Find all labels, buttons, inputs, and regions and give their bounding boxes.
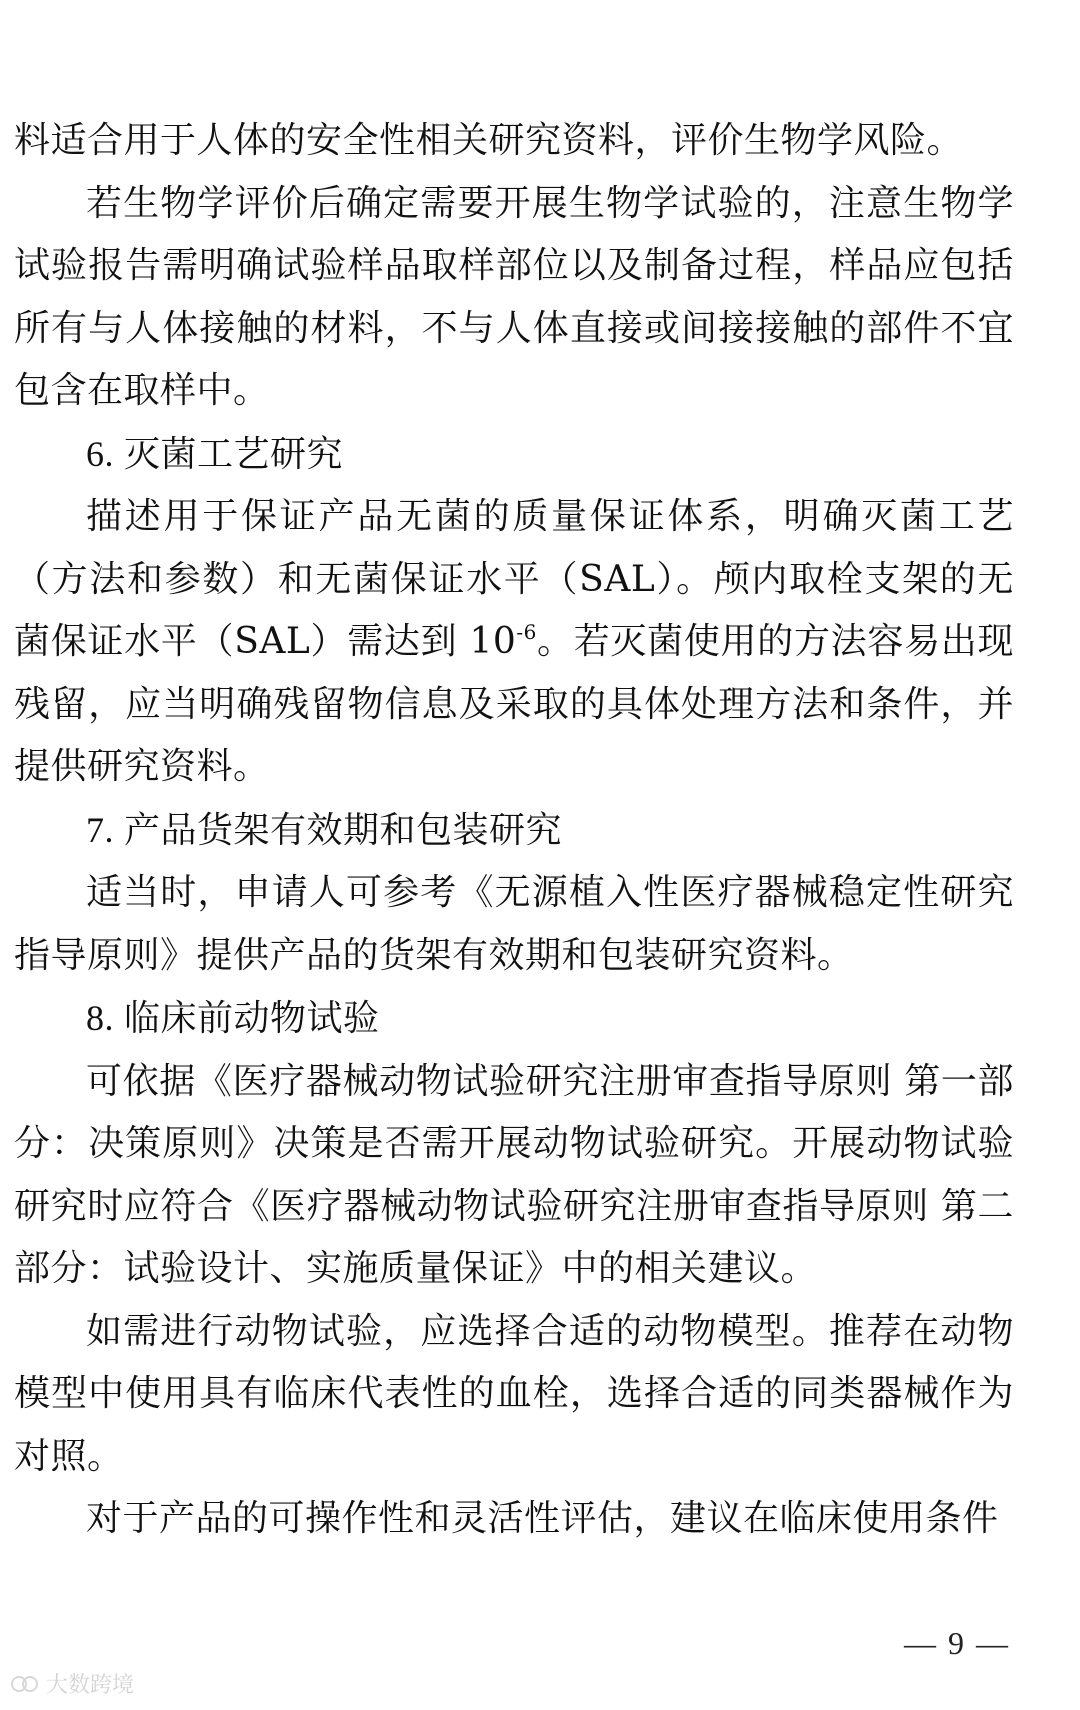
section-number: 8.: [86, 998, 114, 1038]
watermark-text: 大数跨境: [46, 1673, 135, 1698]
watermark: [10, 1668, 134, 1699]
section-title: 临床前动物试验: [124, 998, 380, 1039]
paragraph-sterilization: [14, 486, 1014, 799]
section-title: 产品货架有效期和包装研究: [124, 809, 563, 851]
section-number: 6.: [86, 433, 114, 474]
paragraph-animal-model: 如需进行动物试验，应选择合适的动物模型。推荐在动物模型中使用具有临床代表性的血栓，选择合适的同类器械作为对照。: [14, 1310, 1014, 1477]
paragraph-text: 。若灭菌使用的方法容易出现残留，应当明确残留物信息及采取的具体处理方法和条件，并提供研究资料。: [14, 621, 1014, 787]
body-text: [14, 110, 1014, 1551]
section-number: 7.: [86, 809, 114, 850]
brand-logo-icon: [10, 1672, 40, 1696]
paragraph-continuation: 料适合用于人体的安全性相关研究资料，评价生物学风险。: [14, 120, 964, 161]
superscript-exponent: -6: [516, 620, 537, 644]
section-heading-sterilization: [14, 423, 1014, 487]
paragraph-animal-test-guidance: 可依据《医疗器械动物试验研究注册审查指导原则 第一部分：决策原则》决策是否需开展动物试验研究。开展动物试验研究时应符合《医疗器械动物试验研究注册审查指导原则 第二部分：试验设计、实施质量保证》中的相关建议。: [14, 1060, 1014, 1289]
section-title: 灭菌工艺研究: [124, 433, 344, 475]
paragraph-operability: 对于产品的可操作性和灵活性评估，建议在临床使用条件: [86, 1498, 999, 1539]
section-heading-animal-test: [14, 987, 1014, 1051]
paragraph-text: 描述用于保证产品无菌的质量保证体系，明确灭菌工艺（方法和参数）和无菌保证水平（SAL）。颅内取栓支架的无菌保证水平（SAL）需达到 10: [14, 496, 1014, 662]
section-heading-shelf-life: [14, 799, 1014, 863]
paragraph-biological-test: 若生物学评价后确定需要开展生物学试验的，注意生物学试验报告需明确试验样品取样部位以及制备过程，样品应包括所有与人体接触的材料，不与人体直接或间接接触的部件不宜包含在取样中。: [14, 182, 1014, 411]
page-number: — 9 —: [904, 1625, 1010, 1661]
paragraph-shelf-life: 适当时，申请人可参考《无源植入性医疗器械稳定性研究指导原则》提供产品的货架有效期和包装研究资料。: [14, 872, 1014, 976]
